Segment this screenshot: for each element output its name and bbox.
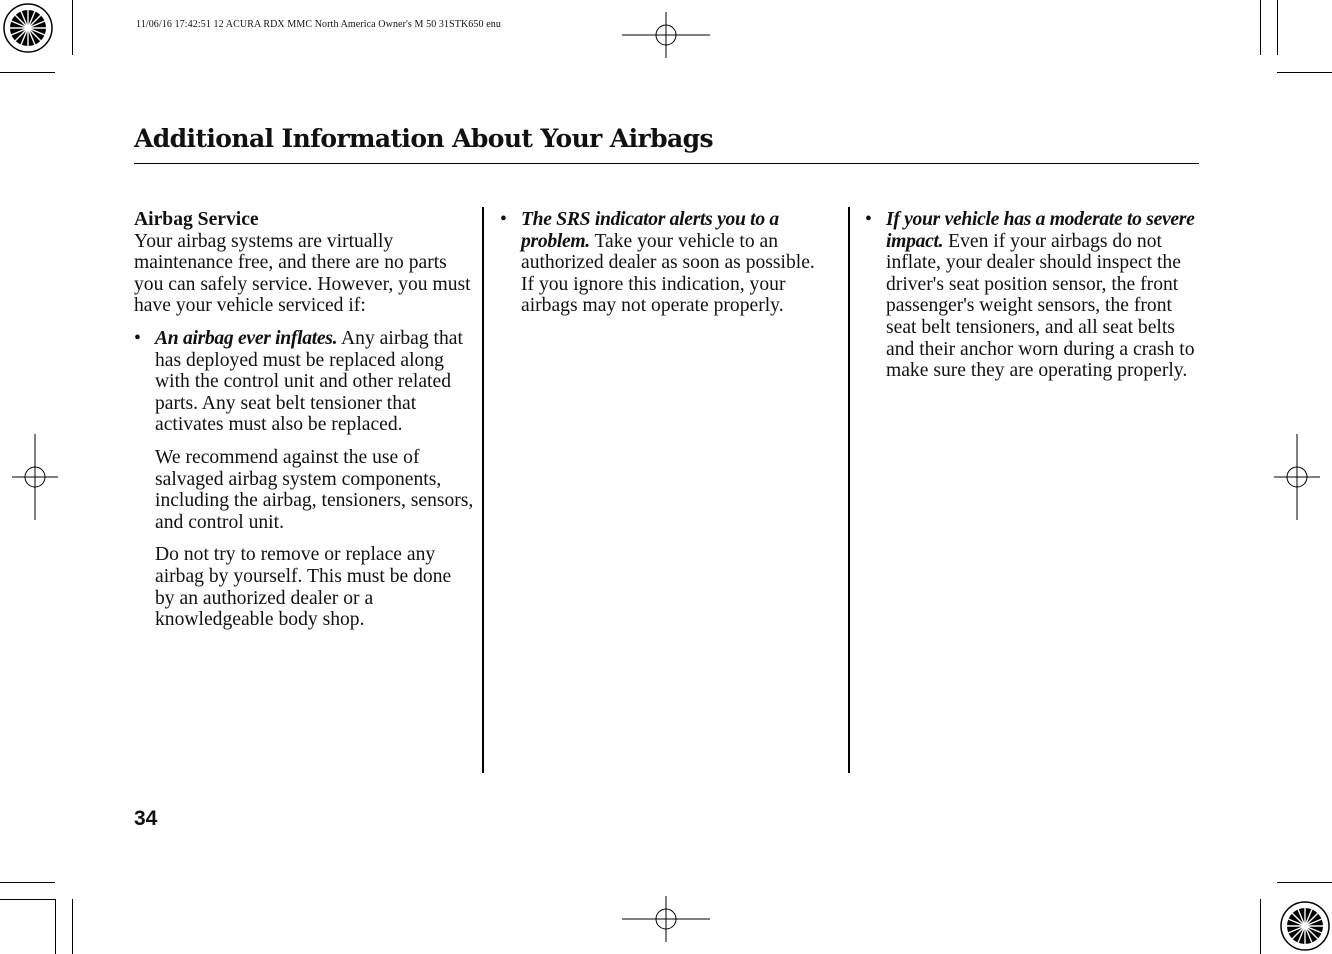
bullet-text: Any airbag that has deployed must be replaced along with the control unit and other related parts. Any seat belt tensioner that activates must also be replaced. <box>155 327 463 436</box>
crop-mark-line <box>72 899 73 954</box>
column-moderate-impact <box>865 209 1205 382</box>
column-divider <box>482 207 484 773</box>
section-heading: Airbag Service <box>134 209 259 230</box>
registration-crosshair-icon <box>622 896 710 942</box>
bullet-lead: An airbag ever inflates. <box>155 327 338 349</box>
crop-mark-line <box>55 899 56 954</box>
crop-mark-line <box>1277 882 1332 883</box>
crop-mark-line <box>1260 0 1261 55</box>
list-item <box>134 328 474 436</box>
paragraph: Do not try to remove or replace any airbag by yourself. This must be done by an authorized dealer or a knowledgeable body shop. <box>155 544 452 631</box>
list-item <box>500 209 830 317</box>
crop-mark-line <box>0 882 55 883</box>
registration-sunburst-icon <box>1279 900 1331 952</box>
page-number: 34 <box>134 807 158 830</box>
column-divider <box>848 207 850 773</box>
print-header: 11/06/16 17:42:51 12 ACURA RDX MMC North America Owner's M 50 31STK650 enu <box>136 19 501 30</box>
crop-mark-line <box>0 72 55 73</box>
column-airbag-service <box>134 209 474 631</box>
crop-mark-line <box>0 899 55 900</box>
paragraph: We recommend against the use of salvaged airbag system components, including the airbag, tensioners, sensors, and control unit. <box>155 446 474 533</box>
column-srs-indicator <box>500 209 830 317</box>
crop-mark-line <box>1260 899 1261 954</box>
registration-crosshair-icon <box>12 434 58 520</box>
page-title: Additional Information About Your Airbags <box>134 124 713 153</box>
bullet-lead: The SRS indicator alerts you to a problem. <box>521 209 779 252</box>
title-rule <box>134 163 1199 164</box>
list-item <box>865 209 1205 382</box>
bullet-icon: • <box>500 209 507 230</box>
bullet-icon: • <box>865 209 872 230</box>
crop-mark-line <box>1277 0 1278 55</box>
bullet-text: Even if your airbags do not inflate, your dealer should inspect the driver's seat position sensor, the front passenger's weight sensors, the front seat belt tensioners, and all seat belts and their anchor worn during a crash to make sure they are operating properly. <box>886 230 1195 382</box>
registration-sunburst-icon <box>2 2 54 54</box>
crop-mark-line <box>72 0 73 55</box>
bullet-icon: • <box>134 327 141 349</box>
bullet-text: Take your vehicle to an authorized dealer as soon as possible. If you ignore this indication, your airbags may not operate properly. <box>521 230 815 317</box>
bullet-lead: If your vehicle has a moderate to severe impact. <box>886 209 1195 252</box>
crop-mark-line <box>1277 72 1332 73</box>
registration-crosshair-icon <box>622 12 710 58</box>
intro-paragraph: Your airbag systems are virtually maintenance free, and there are no parts you can safely service. However, you must have your vehicle serviced if: <box>134 230 471 317</box>
registration-crosshair-icon <box>1274 434 1320 520</box>
